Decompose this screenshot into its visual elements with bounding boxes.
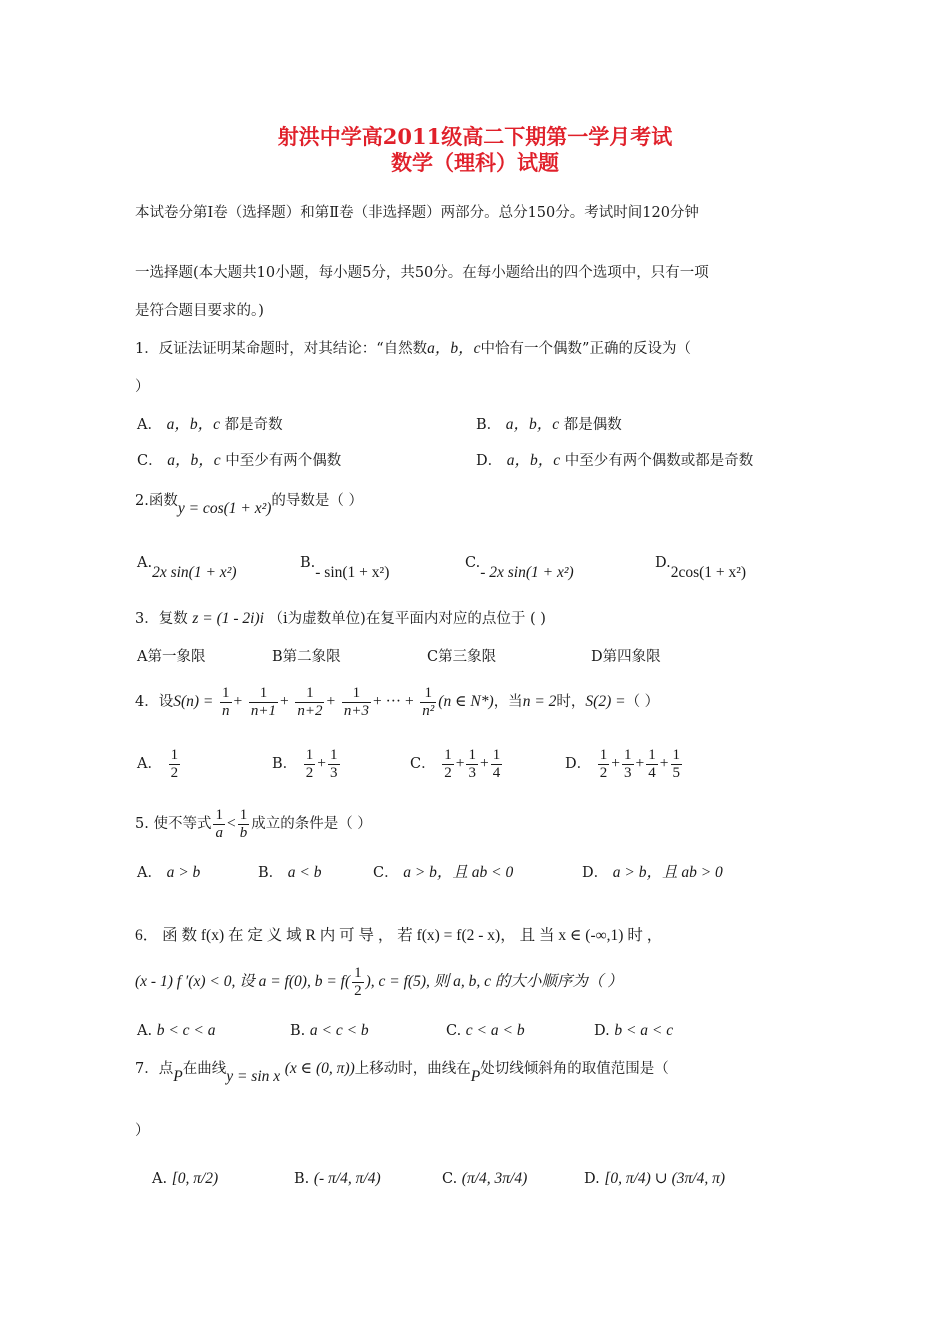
question-5: 5. 使不等式 $\frac{1}{a}$ < $\frac{1}{b}$ 成立的条件是（ ） <box>135 806 372 841</box>
q6-option-c: C. c < a < b <box>446 1022 525 1039</box>
q2-option-a: A.2x sin(1 + x²) <box>137 555 237 581</box>
q3-option-b: B第二象限 <box>272 649 341 665</box>
question-1: 1．反证法证明某命题时，对其结论：“自然数a，b，c中恰有一个偶数”正确的反设为（ <box>135 340 691 357</box>
q1-option-b: B． a，b，c 都是偶数 <box>476 416 622 433</box>
q4-option-d: D． $\frac{1}{2}$ + $\frac{1}{3}$ + $\frac{1}{4}$ + $\frac{1}{5}$ <box>565 746 680 781</box>
q7-option-b: B. (- π/4, π/4) <box>294 1170 381 1187</box>
question-6-cont: (x - 1) f ′(x) < 0, 设 a = f(0), b = f( $\frac{1}{2}$ ), c = f(5), 则 a, b, c 的大小顺序为（ ） <box>135 964 623 999</box>
q3-option-d: D第四象限 <box>591 649 661 665</box>
question-6: 6． 函 数 f(x) 在 定 义 域 R 内 可 导 ， 若 f(x) = f(2 - x)， 且 当 x ∈ (-∞,1) 时 ， <box>135 927 663 944</box>
exam-intro: 本试卷分第Ⅰ卷（选择题）和第Ⅱ卷（非选择题）两部分。总分150分。考试时间120分钟 <box>135 205 699 221</box>
question-4: 4．设S(n) = $\frac{1}{n}$ + $\frac{1}{n+1}$ + $\frac{1}{n+2}$ + $\frac{1}{n+3}$ + ··· + $\frac{1}{\text{n²}}$ (n ∈ N*)，当n = 2时，S(2) =（ ） <box>135 684 660 719</box>
q4-option-a: A． $\frac{1}{2}$ <box>137 746 179 781</box>
q4-option-b: B． $\frac{1}{2}$ + $\frac{1}{3}$ <box>272 746 338 781</box>
q2-option-b: B.- sin(1 + x²) <box>300 555 390 581</box>
q7-option-d: D. [0, π/4) ∪ (3π/4, π) <box>584 1170 725 1187</box>
exam-title: 射洪中学高2011级高二下期第一学月考试 <box>277 124 673 149</box>
section-instructions: 一选择题(本大题共10小题，每小题5分，共50分。在每小题给出的四个选项中，只有一项 <box>135 265 709 281</box>
q6-option-a: A. b < c < a <box>137 1022 216 1039</box>
question-2: 2.函数y = cos(1 + x²)的导数是（ ） <box>135 493 364 517</box>
question-7: 7．点P在曲线y = sin x (x ∈ (0, π))上移动时，曲线在P处切线倾斜角的取值范围是（ <box>135 1060 669 1085</box>
section-instructions-cont: 是符合题目要求的。) <box>135 303 264 319</box>
q5-option-c: C． a > b，且 ab < 0 <box>373 864 514 881</box>
q7-option-a: A. [0, π/2) <box>152 1170 219 1187</box>
q4-term-4: $\frac{1}{n+3}$ <box>343 684 369 719</box>
q4-term-5: $\frac{1}{\text{n²}}$ <box>422 684 435 719</box>
exam-subtitle: 数学（理科）试题 <box>391 150 559 175</box>
q3-option-a: A第一象限 <box>137 649 206 665</box>
q6-option-b: B. a < c < b <box>290 1022 369 1039</box>
q6-option-d: D. b < a < c <box>594 1022 674 1039</box>
q3-option-c: C第三象限 <box>427 649 497 665</box>
question-3: 3．复数 z = (1 - 2i)i （i为虚数单位)在复平面内对应的点位于 ( ) <box>135 610 546 627</box>
q4-term-2: $\frac{1}{n+1}$ <box>250 684 276 719</box>
q5-option-b: B． a < b <box>258 864 322 881</box>
question-7-tail: ） <box>135 1123 150 1139</box>
q4-option-c: C． $\frac{1}{2}$ + $\frac{1}{3}$ + $\frac{1}{4}$ <box>410 746 501 781</box>
q5-option-d: D． a > b，且 ab > 0 <box>582 864 723 881</box>
question-1-tail: ） <box>135 379 150 395</box>
q4-term-1: $\frac{1}{n}$ <box>222 684 230 719</box>
q1-option-c: C． a，b，c 中至少有两个偶数 <box>137 452 342 469</box>
q2-option-c: C.- 2x sin(1 + x²) <box>465 555 574 581</box>
q4-term-3: $\frac{1}{n+2}$ <box>297 684 323 719</box>
q1-option-a: A． a，b，c 都是奇数 <box>137 416 283 433</box>
q1-option-d: D． a，b，c 中至少有两个偶数或都是奇数 <box>476 452 754 469</box>
q5-option-a: A． a > b <box>137 864 201 881</box>
q2-option-d: D.2cos(1 + x²) <box>655 555 747 581</box>
q7-option-c: C. (π/4, 3π/4) <box>442 1170 528 1187</box>
